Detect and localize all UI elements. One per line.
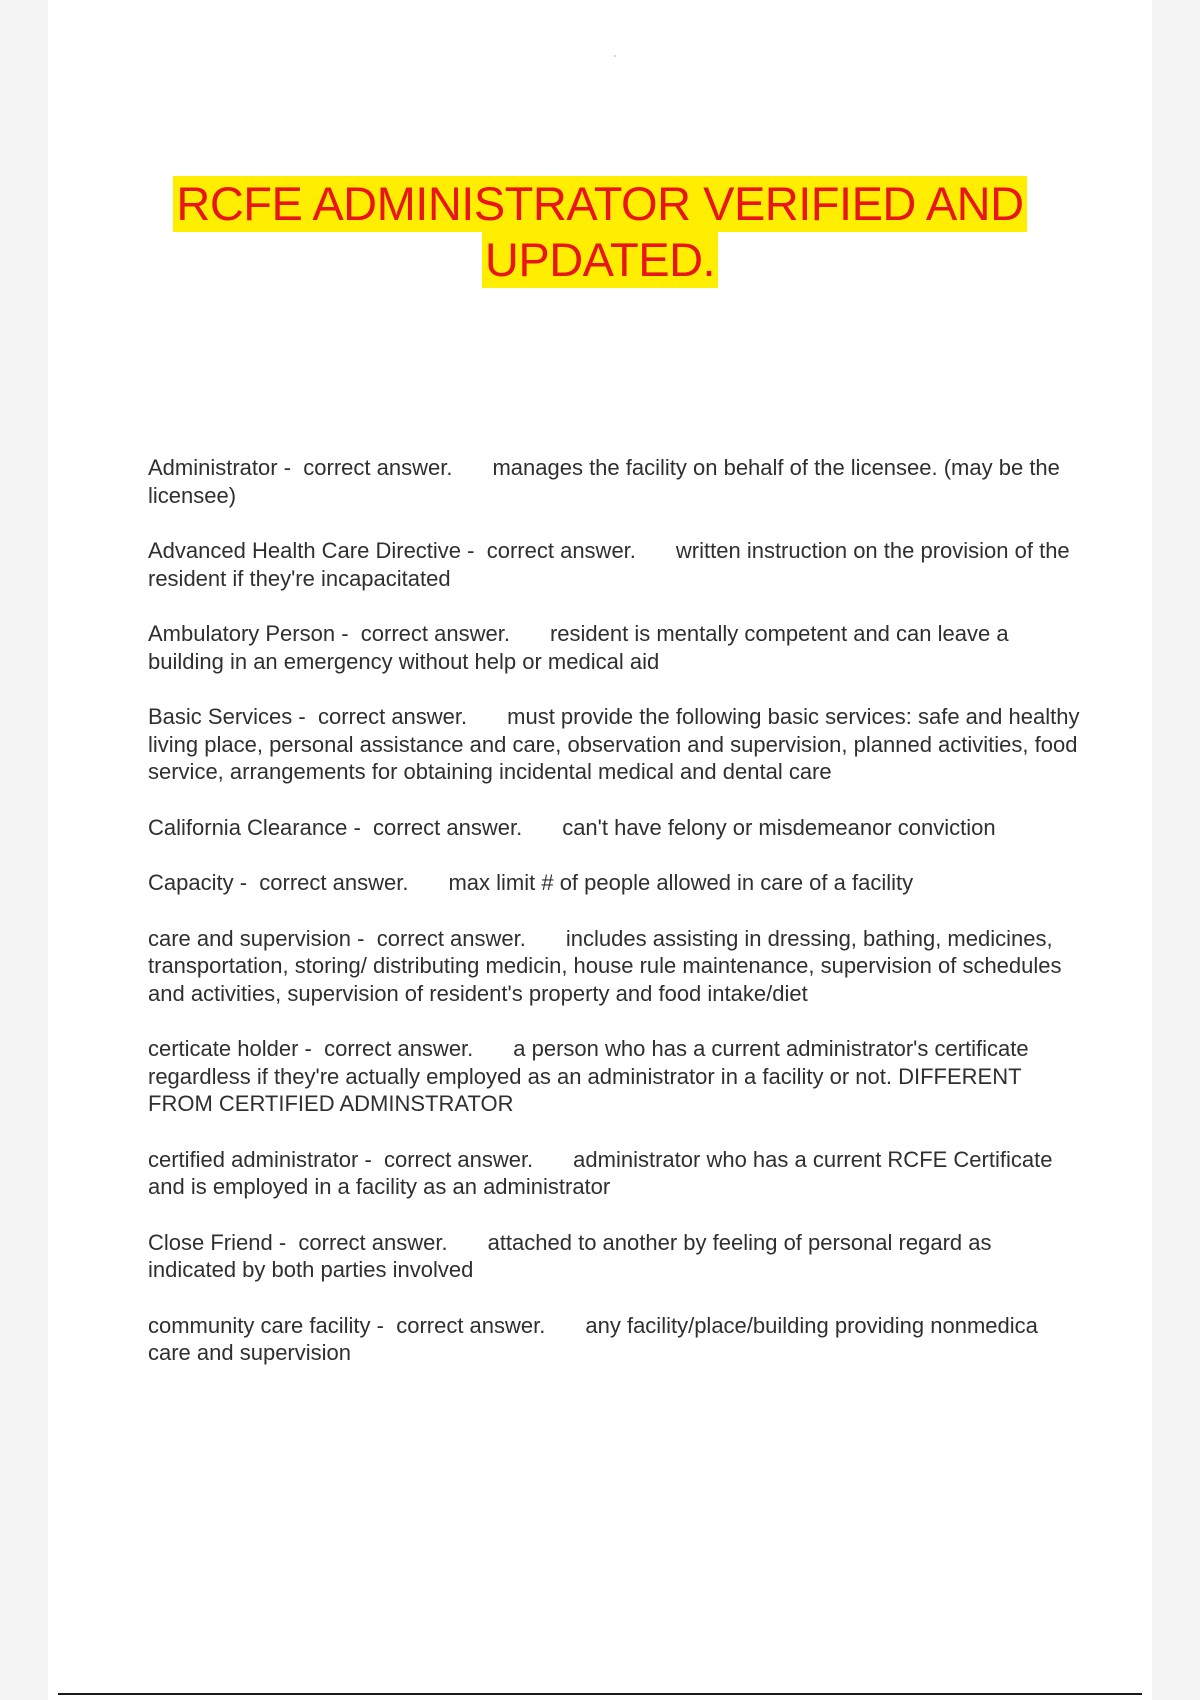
entry-definition: attached to another by feeling of personal regard as indicated by both parties involved	[148, 1229, 992, 1282]
glossary-entry	[148, 703, 1083, 786]
entry-definition: can't have felony or misdemeanor conviction	[562, 814, 996, 840]
entry-term: Administrator	[148, 455, 278, 480]
entry-term: Advanced Health Care Directive	[148, 538, 462, 563]
document-title	[0, 176, 1200, 288]
entry-separator: -	[376, 1312, 384, 1338]
page-bottom-rule	[58, 1693, 1142, 1695]
entry-definition: resident is mentally competent and can leave a building in an emergency without help or medical aid	[148, 621, 1009, 674]
title-line-1: RCFE ADMINISTRATOR VERIFIED AND	[173, 176, 1026, 232]
entry-separator: -	[467, 538, 475, 563]
entry-marker: correct answer.	[486, 538, 636, 563]
entry-marker: correct answer.	[317, 704, 468, 729]
entry-definition: any facility/place/building providing nonmedica care and supervision	[148, 1312, 1038, 1365]
entry-separator: -	[239, 870, 248, 895]
entry-term: certified administrator	[148, 1146, 359, 1172]
entry-separator: -	[341, 621, 349, 646]
entry-definition: a person who has a current administrator's certificate regardless if they're actually employed as an administrator in a facility or not. DIFFERENT FROM CERTIFIED ADMINSTRATOR	[148, 1036, 1029, 1116]
glossary-entry	[148, 1035, 1083, 1118]
glossary-entry	[148, 1229, 1083, 1284]
entry-term: Basic Services	[148, 704, 293, 729]
entry-definition: must provide the following basic services: safe and healthy living place, personal assistance and care, observation and supervision, planned activities, food service, arrangements for obtaining incidental medical and dental care	[148, 704, 1080, 784]
scan-speck	[614, 55, 616, 57]
entry-separator: -	[357, 925, 365, 951]
entry-term: Capacity	[148, 870, 234, 895]
title-line-2: UPDATED.	[482, 232, 718, 288]
entry-term: California Clearance	[148, 814, 348, 840]
entry-term: Ambulatory Person	[148, 621, 336, 646]
glossary-entry	[148, 814, 1083, 842]
entry-marker: correct answer.	[324, 1036, 474, 1061]
entry-separator: -	[283, 455, 292, 480]
glossary-entry	[148, 454, 1083, 509]
entry-term: community care facility	[148, 1312, 371, 1338]
entry-marker: correct answer.	[259, 870, 409, 895]
entry-separator: -	[364, 1146, 372, 1172]
entry-marker: correct answer.	[373, 814, 523, 840]
entry-term: Close Friend	[148, 1229, 273, 1255]
entry-marker: correct answer.	[360, 621, 510, 646]
entry-separator: -	[278, 1229, 287, 1255]
entry-term: certicate holder	[148, 1036, 299, 1061]
glossary-entry	[148, 620, 1083, 675]
entry-definition: manages the facility on behalf of the licensee. (may be the licensee)	[148, 455, 1060, 508]
entry-definition: max limit # of people allowed in care of a facility	[448, 870, 914, 895]
glossary-entry	[148, 925, 1083, 1008]
entry-definition: written instruction on the provision of the resident if they're incapacitated	[148, 538, 1070, 591]
glossary-list	[148, 454, 1083, 1395]
entry-definition: includes assisting in dressing, bathing, medicines, transportation, storing/ distributing medicin, house rule maintenance, supervision of schedules and activities, supervision of resident's property and food intake/diet	[148, 925, 1062, 1006]
entry-marker: correct answer.	[376, 925, 526, 951]
glossary-entry	[148, 1146, 1083, 1201]
entry-marker: correct answer.	[396, 1312, 546, 1338]
entry-separator: -	[304, 1036, 312, 1061]
entry-marker: correct answer.	[298, 1229, 448, 1255]
entry-term: care and supervision	[148, 925, 352, 951]
glossary-entry	[148, 869, 1083, 897]
glossary-entry	[148, 1312, 1083, 1367]
entry-separator: -	[353, 814, 361, 840]
glossary-entry	[148, 537, 1083, 592]
entry-marker: correct answer.	[384, 1146, 534, 1172]
entry-definition: administrator who has a current RCFE Certificate and is employed in a facility as an administrator	[148, 1146, 1053, 1199]
entry-separator: -	[298, 704, 306, 729]
entry-marker: correct answer.	[303, 455, 453, 480]
